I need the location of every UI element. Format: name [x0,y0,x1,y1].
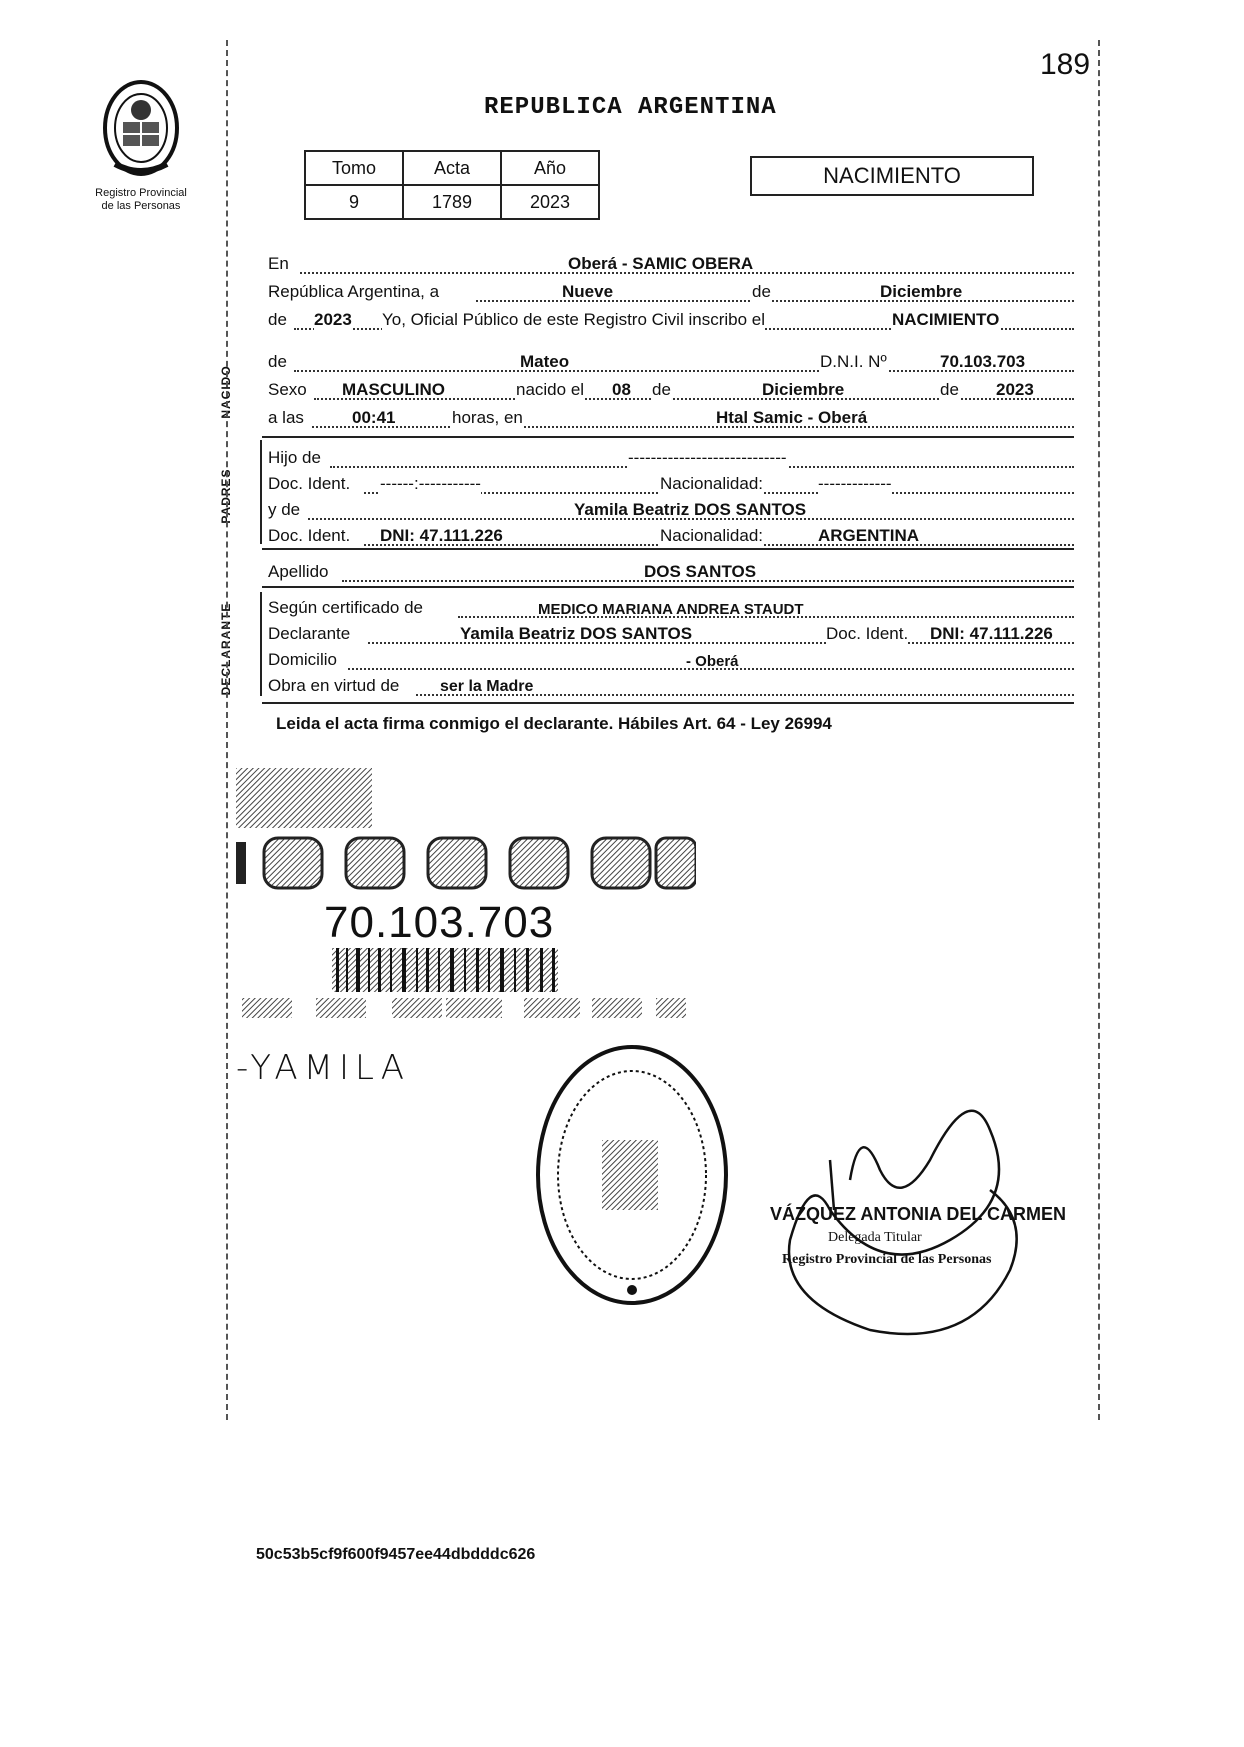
separator-1 [262,436,1074,438]
line-mother [268,496,1074,524]
registry-logo [86,78,196,213]
line-hijo [268,444,1074,472]
declarante-bracket [260,592,262,696]
a-las-label: a las [268,408,304,427]
de-label: de [752,282,771,301]
line-domicilio [268,646,1074,674]
separator-2 [262,548,1074,550]
record-table [304,150,600,220]
birth-de2: de [940,380,959,399]
record-table-values [305,185,599,219]
declarante-label: Declarante [268,624,351,643]
horas-label: horas, en [452,408,523,427]
separator-3 [262,586,1074,588]
birth-de: de [652,380,671,399]
line-year [268,306,1074,334]
doc2-value: DNI: 47.111.226 [380,526,503,545]
nac2-label: Nacionalidad: [660,526,764,545]
right-margin-line [1098,40,1100,1420]
doc3-label: Doc. Ident. [826,624,909,643]
line-en [268,250,1074,278]
nac2-value: ARGENTINA [818,526,920,545]
record-type-box: NACIMIENTO [750,156,1034,196]
dni-label: D.N.I. Nº [820,352,887,371]
de-name-label: de [268,352,287,371]
document-title: REPUBLICA ARGENTINA [484,94,777,121]
doc1-value: ------:----------- [380,474,481,493]
apellido-value: DOS SANTOS [644,562,757,581]
day-value: Nueve [562,282,614,301]
place-value: Htal Samic - Oberá [716,408,868,427]
page-number: 189 [1040,48,1091,81]
year-prefix: de [268,310,287,329]
cert-value: MEDICO MARIANA ANDREA STAUDT [538,601,804,618]
side-label-declarante: DECLARANTE [219,602,233,696]
line-sex [268,376,1074,404]
doc1-label: Doc. Ident. [268,474,351,493]
registered-mark-row-2 [242,998,686,1018]
sexo-label: Sexo [268,380,307,399]
doc3-value: DNI: 47.111.226 [930,624,1053,643]
birth-year: 2023 [996,380,1034,399]
name-value: Mateo [520,352,570,371]
value-ano: 2023 [501,185,599,219]
month-value: Diciembre [880,282,963,301]
handwritten-signature-declarante: -YAMILA [236,1048,410,1088]
document-hash: 50c53b5cf9f600f9457ee44dbdddc626 [256,1546,536,1563]
padres-bracket [260,440,262,544]
barcode [332,948,558,992]
birth-day: 08 [612,380,631,399]
line-apellido [268,558,1074,586]
en-value: Oberá - SAMIC OBERA [568,254,754,273]
separator-4 [262,702,1074,704]
yde-label: y de [268,500,301,519]
nacido-label: nacido el [516,380,585,399]
mother-value: Yamila Beatriz DOS SANTOS [574,500,807,519]
security-seal-pattern [236,762,696,1022]
obra-label: Obra en virtud de [268,676,400,695]
registered-mark-row-1 [236,838,696,888]
line-declarante [268,620,1074,648]
hijo-value: ---------------------------- [628,448,787,467]
signatory-name: VÁZQUEZ ANTONIA DEL CARMEN [770,1204,1067,1224]
domicilio-label: Domicilio [268,650,337,669]
dni-value: 70.103.703 [940,352,1026,371]
year-value: 2023 [314,310,352,329]
nac1-label: Nacionalidad: [660,474,764,493]
cert-label: Según certificado de [268,598,423,617]
line-date [268,278,1074,306]
side-label-nacido: NACIDO [219,365,233,419]
domicilio-value: - Oberá [686,653,739,670]
signatory-office: Registro Provincial de las Personas [782,1252,992,1267]
line-time [268,404,1074,432]
closing-statement: Leida el acta firma conmigo el declarante. Hábiles Art. 64 - Ley 26994 [276,714,832,733]
header-ano: Año [501,151,599,185]
doc2-label: Doc. Ident. [268,526,351,545]
apellido-label: Apellido [268,562,329,581]
birth-month: Diciembre [762,380,845,399]
sexo-value: MASCULINO [342,380,445,399]
en-label: En [268,254,289,273]
value-tomo: 9 [305,185,403,219]
header-acta: Acta [403,151,501,185]
value-acta: 1789 [403,185,501,219]
line-doc2 [268,522,1074,550]
line-doc1 [268,470,1074,498]
signatory-role: Delegada Titular [828,1230,922,1245]
line-obra [268,672,1074,700]
hijo-label: Hijo de [268,448,321,467]
coat-of-arms-icon [101,78,181,178]
line-cert [268,594,1074,622]
nac1-value: ------------- [818,474,892,493]
officer-text: Yo, Oficial Público de este Registro Civil inscribo el [382,310,765,329]
left-margin-line [226,40,228,1420]
declarante-value: Yamila Beatriz DOS SANTOS [460,624,693,643]
official-signature-icon [730,1040,1030,1350]
header-tomo: Tomo [305,151,403,185]
side-label-padres: PADRES [219,468,233,524]
line-name [268,348,1074,376]
registry-label: Registro Provincial de las Personas [95,187,187,212]
act-value: NACIMIENTO [892,310,1000,329]
obra-value: ser la Madre [440,678,534,695]
republica-label: República Argentina, a [268,282,440,301]
official-stamp-icon [532,1040,732,1310]
printed-dni-number: 70.103.703 [324,898,555,947]
time-value: 00:41 [352,408,396,427]
record-table-header [305,151,599,185]
